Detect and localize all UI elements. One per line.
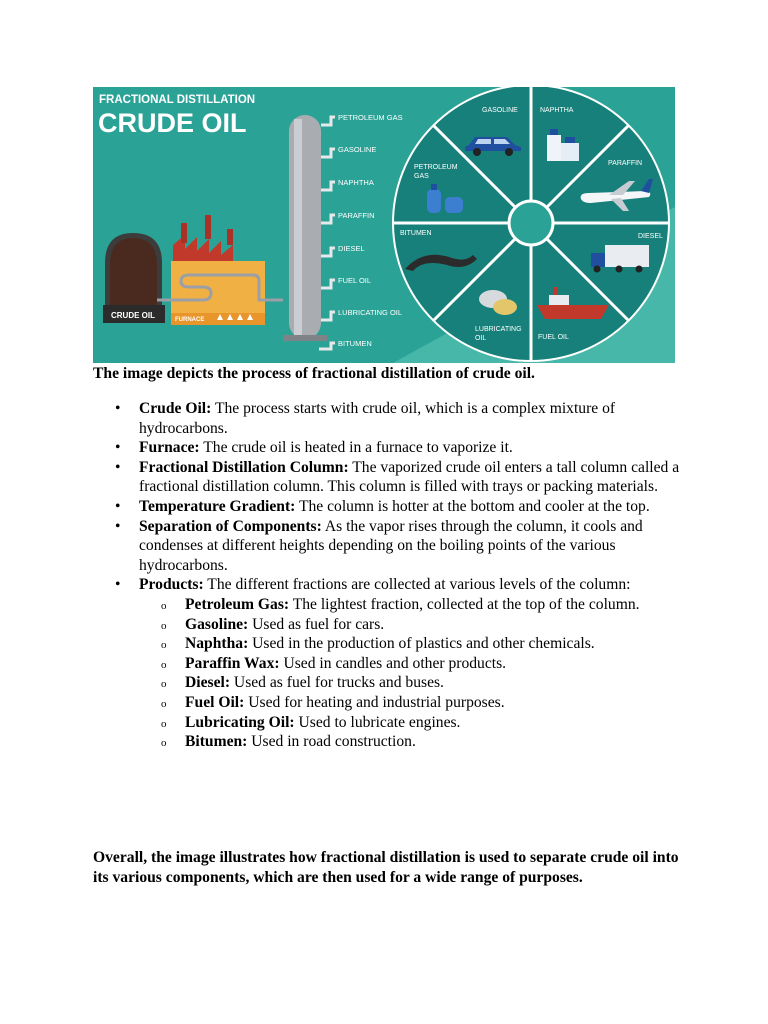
diagram-heading-small: FRACTIONAL DISTILLATION bbox=[99, 94, 256, 106]
sublist-item-label: Petroleum Gas: bbox=[185, 595, 290, 613]
sublist-item-text: Used in road construction. bbox=[247, 733, 416, 751]
sublist-item-fuel-oil bbox=[139, 693, 683, 713]
conclusion-paragraph: Overall, the image illustrates how fractional distillation is used to separate crude oil into its various components, which are then used for a wide range of purposes. bbox=[93, 849, 679, 886]
column-output-lubricating-oil: LUBRICATING OIL bbox=[338, 308, 403, 317]
sublist-item-text: Used in candles and other products. bbox=[279, 654, 507, 672]
list-item-label: Temperature Gradient: bbox=[139, 497, 296, 515]
sublist-item-text: Used for heating and industrial purposes. bbox=[244, 693, 505, 711]
list-item-label: Fractional Distillation Column: bbox=[139, 458, 349, 476]
wheel-label-diesel: DIESEL bbox=[638, 233, 663, 240]
sublist-item-label: Lubricating Oil: bbox=[185, 713, 295, 731]
list-item-products bbox=[93, 575, 683, 751]
list-item-text: As the vapor rises through the column, it cools and condenses at different heights depending on the boiling points of the various hydrocarbons. bbox=[139, 517, 643, 574]
sublist-item-text: Used in the production of plastics and other chemicals. bbox=[248, 635, 595, 653]
list-item-label: Furnace: bbox=[139, 439, 200, 457]
list-item-text: The column is hotter at the bottom and cooler at the top. bbox=[295, 497, 650, 515]
column-output-petroleum-gas: PETROLEUM GAS bbox=[338, 113, 403, 122]
column-output-diesel: DIESEL bbox=[338, 244, 365, 253]
figure-caption: The image depicts the process of fractional distillation of crude oil. bbox=[93, 365, 535, 382]
wheel-label-bitumen: BITUMEN bbox=[400, 230, 432, 237]
sublist-item-bitumen bbox=[139, 732, 683, 752]
distillation-column bbox=[283, 115, 327, 341]
column-output-paraffin: PARAFFIN bbox=[338, 211, 375, 220]
product-wheel bbox=[393, 87, 669, 361]
sublist-item-text: Used as fuel for cars. bbox=[248, 615, 385, 633]
diagram-heading-large: CRUDE OIL bbox=[98, 108, 247, 138]
wheel-label-petroleum-gas-line2: GAS bbox=[414, 173, 429, 180]
sublist-item-label: Fuel Oil: bbox=[185, 693, 245, 711]
list-item-text: The crude oil is heated in a furnace to vaporize it. bbox=[199, 439, 513, 457]
list-item-distillation-column bbox=[93, 458, 683, 497]
sublist-item-label: Diesel: bbox=[185, 674, 231, 692]
list-item-temperature-gradient bbox=[93, 497, 683, 517]
column-output-gasoline: GASOLINE bbox=[338, 145, 377, 154]
wheel-label-lubricating-line1: LUBRICATING bbox=[475, 326, 522, 333]
products-sublist bbox=[139, 595, 683, 752]
wheel-label-gasoline: GASOLINE bbox=[482, 107, 518, 114]
list-item-crude-oil bbox=[93, 399, 683, 438]
list-item-separation bbox=[93, 517, 683, 576]
wheel-label-paraffin: PARAFFIN bbox=[608, 160, 643, 167]
list-item-label: Crude Oil: bbox=[139, 400, 212, 417]
sublist-item-paraffin-wax bbox=[139, 654, 683, 674]
wheel-label-fuel-oil: FUEL OIL bbox=[538, 334, 569, 341]
list-item-text: The different fractions are collected at various levels of the column: bbox=[203, 576, 631, 594]
list-item-label: Products: bbox=[139, 576, 204, 594]
sublist-item-text: Used as fuel for trucks and buses. bbox=[230, 674, 444, 692]
column-output-bitumen: BITUMEN bbox=[338, 339, 372, 348]
wheel-label-lubricating-line2: OIL bbox=[475, 335, 487, 342]
sublist-item-naphtha bbox=[139, 634, 683, 654]
list-item-text: The vaporized crude oil enters a tall column called a fractional distillation column. This column is filled with trays or packing materials. bbox=[139, 458, 680, 496]
sublist-item-gasoline bbox=[139, 615, 683, 635]
wheel-label-petroleum-gas-line1: PETROLEUM bbox=[414, 164, 458, 171]
list-item-label: Separation of Components: bbox=[139, 517, 322, 535]
process-steps-list bbox=[93, 399, 683, 752]
wheel-label-naphtha: NAPHTHA bbox=[540, 107, 574, 114]
sublist-item-label: Naphtha: bbox=[185, 635, 249, 653]
sublist-item-text: Used to lubricate engines. bbox=[294, 713, 461, 731]
sublist-item-lubricating-oil bbox=[139, 713, 683, 733]
column-output-naphtha: NAPHTHA bbox=[338, 178, 374, 187]
sublist-item-petroleum-gas bbox=[139, 595, 683, 615]
furnace-label: FURNACE bbox=[175, 317, 205, 323]
sublist-item-label: Paraffin Wax: bbox=[185, 654, 280, 672]
sublist-item-diesel bbox=[139, 673, 683, 693]
sublist-item-label: Bitumen: bbox=[185, 733, 248, 751]
crude-oil-tank bbox=[103, 233, 165, 323]
sublist-item-text: The lightest fraction, collected at the top of the column. bbox=[289, 595, 640, 613]
list-item-furnace bbox=[93, 438, 683, 458]
column-output-fuel-oil: FUEL OIL bbox=[338, 276, 372, 285]
sublist-item-label: Gasoline: bbox=[185, 615, 249, 633]
fractional-distillation-diagram bbox=[93, 87, 675, 363]
crude-oil-tank-label: CRUDE OIL bbox=[111, 311, 155, 320]
list-item-text: The process starts with crude oil, which is a complex mixture of hydrocarbons. bbox=[139, 400, 616, 437]
